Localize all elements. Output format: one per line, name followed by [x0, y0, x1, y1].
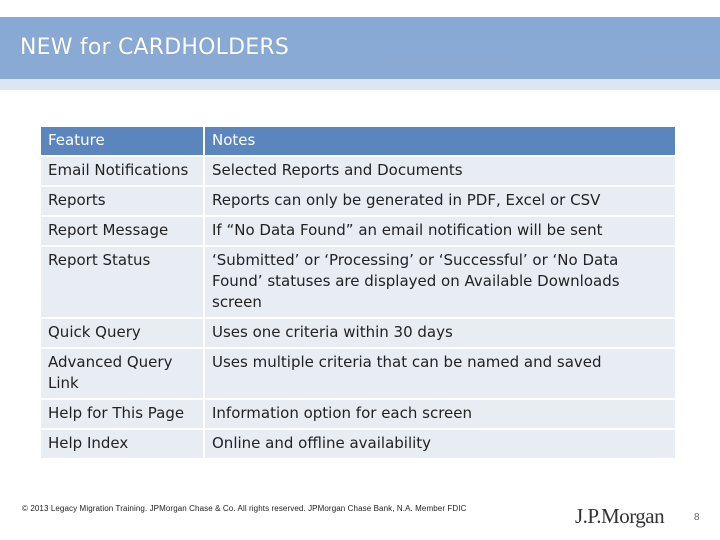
notes-cell: Uses multiple criteria that can be named and saved: [205, 349, 675, 398]
table-row: [41, 430, 675, 458]
feature-cell: Quick Query: [41, 319, 205, 347]
jpmorgan-logo: J.P.Morgan: [575, 504, 665, 528]
table-row: [41, 400, 675, 428]
table-header-row: [41, 127, 675, 155]
page-title: NEW for CARDHOLDERS: [20, 35, 289, 60]
notes-cell: If “No Data Found” an email notification will be sent: [205, 217, 675, 245]
column-header-feature: Feature: [41, 127, 205, 155]
feature-cell: Help Index: [41, 430, 205, 458]
feature-cell: Advanced Query Link: [41, 349, 205, 398]
table-row: [41, 187, 675, 215]
top-border: [0, 0, 720, 17]
feature-cell: Help for This Page: [41, 400, 205, 428]
notes-cell: Uses one criteria within 30 days: [205, 319, 675, 347]
notes-cell: Selected Reports and Documents: [205, 157, 675, 185]
table-row: [41, 319, 675, 347]
feature-cell: Email Notifications: [41, 157, 205, 185]
table-row: [41, 349, 675, 398]
table-row: [41, 157, 675, 185]
feature-cell: Report Message: [41, 217, 205, 245]
features-table: [41, 125, 675, 460]
notes-cell: Online and offline availability: [205, 430, 675, 458]
page-number: 8: [694, 512, 700, 523]
column-header-notes: Notes: [205, 127, 675, 155]
copyright-notice: © 2013 Legacy Migration Training. JPMorgan Chase & Co. All rights reserved. JPMorgan Chase Bank, N.A. Member FDIC: [22, 504, 467, 513]
notes-cell: ‘Submitted’ or ‘Processing’ or ‘Successful’ or ‘No Data Found’ statuses are displayed on Available Downloads screen: [205, 247, 675, 317]
notes-cell: Reports can only be generated in PDF, Excel or CSV: [205, 187, 675, 215]
notes-cell: Information option for each screen: [205, 400, 675, 428]
title-banner: [0, 17, 720, 79]
feature-cell: Reports: [41, 187, 205, 215]
table-row: [41, 247, 675, 317]
feature-cell: Report Status: [41, 247, 205, 317]
banner-strip: [0, 79, 720, 90]
table-row: [41, 217, 675, 245]
